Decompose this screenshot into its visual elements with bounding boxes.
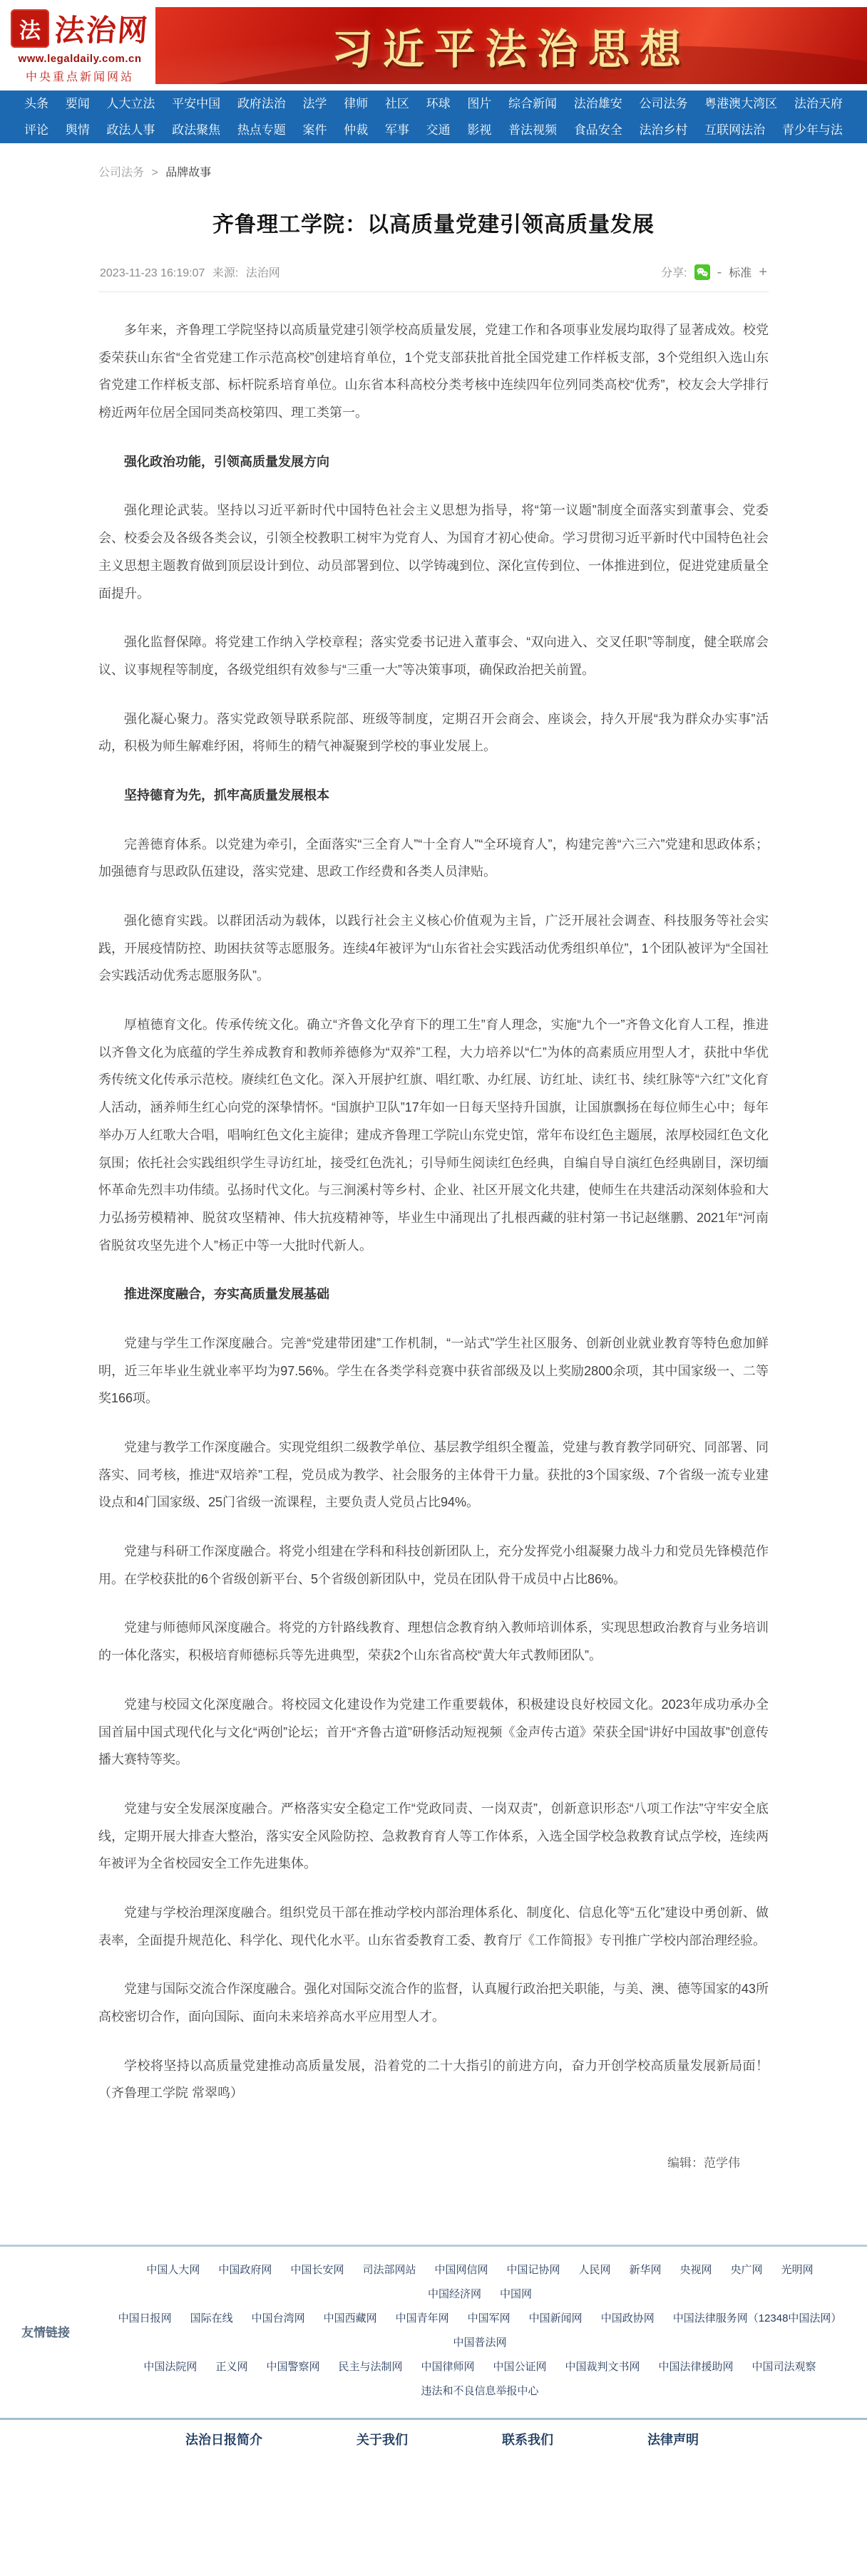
footer-bottom-link[interactable]: 法律声明 [647,2433,699,2448]
nav-item[interactable]: 仲裁 [344,123,369,137]
logo-seal-icon [11,9,49,48]
article-body [98,292,769,2107]
article-paragraph: 党建与科研工作深度融合。将党小组建在学科和科技创新团队上，充分发挥党小组凝聚力战斗力和党员先锋模范作用。在学校获批的6个省级创新平台、5个省级创新团队中，党员在团队骨干成员中占比86%。 [98,1544,769,1586]
footer-bottom-link[interactable]: 法治日报简介 [185,2433,262,2448]
nav-item[interactable]: 青少年与法 [781,123,843,137]
footer-link[interactable]: 人民网 [578,2264,611,2277]
nav-item[interactable]: 舆情 [65,123,90,137]
font-size-standard-label: 标准 [729,267,752,279]
footer-link[interactable]: 中国法律服务网（12348中国法网） [672,2312,842,2325]
article-paragraph: 党建与安全发展深度融合。严格落实安全稳定工作“党政同责、一岗双责”，创新意识形态“八项工作法”守牢安全底线，定期开展大排查大整治，落实安全风险防控、急救教育育人等工作体系，入选全国学校急救教育试点学校，连续两年被评为全省校园安全工作先进集体。 [98,1801,769,1871]
banner-text: 习近平法治思想 [331,24,691,73]
nav-item[interactable]: 粤港澳大湾区 [704,97,778,110]
footer-link[interactable]: 新华网 [629,2264,662,2277]
breadcrumb [98,163,769,180]
footer-link[interactable]: 中国长安网 [290,2264,344,2277]
nav-item[interactable]: 交通 [426,123,451,137]
article-date: 2023-11-23 16:19:07 [100,267,205,279]
editor-credit: 编辑：范学伟 [667,2156,740,2171]
article-paragraph: 厚植德育文化。传承传统文化。确立“齐鲁文化孕育下的理工生”育人理念，实施“九个一”齐鲁文化育人工程，推进以齐鲁文化为底蕴的学生养成教育和教师养德修为“双养”工程，大力培养以“仁”为体的高素质应用型人才，获批中华优秀传统文化传承示范校。赓续红色文化。深入开展护红旗、唱红歌、办红展、访红址、读红书、续红脉等“六红”文化育人活动，涵养师生红心向党的深挚情怀。“国旗护卫队”17年如一日每天坚持升国旗，让国旗飘扬在每位师生心中；每年举办万人红歌大合唱，唱响红色文化主旋律；建成齐鲁理工学院山东党史馆，常年布设红色主题展，浓厚校园红色文化氛围；依托社会实践组织学生寻访红址，接受红色洗礼；引导师生阅读红色经典，自编自导自演红色经典剧目，深切缅怀革命先烈丰功伟绩。弘扬时代文化。与三涧溪村等乡村、企业、社区开展文化共建，使师生在共建活动深刻体验和大力弘扬劳模精神、脱贫攻坚精神、伟大抗疫精神等，毕业生中涌现出了扎根西藏的驻村第一书记赵继鹏、2021年“河南省脱贫攻坚先进个人”杨正中等一大批时代新人。 [98,1018,769,1253]
footer-link[interactable]: 中国政府网 [218,2264,272,2277]
footer-link[interactable]: 中国经济网 [427,2288,481,2301]
nav-item[interactable]: 律师 [344,97,369,110]
footer-bottom-link[interactable]: 关于我们 [356,2433,408,2448]
article-paragraph: 强化凝心聚力。落实党政领导联系院部、班级等制度，定期召开会商会、座谈会，持久开展“我为群众办实事”活动，积极为师生解难纾困，将师生的精气神凝聚到学校的事业发展上。 [98,711,769,754]
font-size-increase-button[interactable]: + [759,264,767,280]
nav-item[interactable]: 社区 [384,97,409,110]
article-paragraph: 党建与学生工作深度融合。完善“党建带团建”工作机制，“一站式”学生社区服务、创新创业就业教育等特色愈加鲜明，近三年毕业生就业率平均为97.56%。学生在各类学科竞赛中获省部级及以上奖励2800余项，其中国家级一、二等奖166项。 [98,1335,769,1406]
footer-link[interactable]: 中国记协网 [506,2264,560,2277]
nav-item[interactable]: 评论 [24,123,48,137]
nav-item[interactable]: 热点专题 [237,123,286,137]
footer-bottom-link[interactable]: 联系我们 [502,2433,553,2448]
main-nav [0,90,867,143]
article-paragraph: 党建与师德师风深度融合。将党的方针路线教育、理想信念教育纳入教师培训体系，实现思想政治教育与业务培训的一体化落实，积极培育师德标兵等先进典型，荣获2个山东省高校“黄大年式教师团队”。 [98,1620,769,1663]
site-logo[interactable] [10,7,150,84]
footer-link[interactable]: 中国台湾网 [251,2312,305,2325]
article-paragraph: 推进深度融合，夯实高质量发展基础 [124,1287,329,1302]
nav-item[interactable]: 普法视频 [508,123,558,137]
footer-link[interactable]: 民主与法制网 [338,2361,403,2374]
footer-link[interactable]: 央广网 [730,2264,763,2277]
footer-link[interactable]: 中国军网 [467,2312,511,2325]
article-paragraph: 党建与学校治理深度融合。组织党员干部在推动学校内部治理体系化、制度化、信息化等“五化”建设中勇创新、做表率，全面提升规范化、科学化、现代化水平。山东省委教育工委、教育厅《工作简报》专刊推广学校内部治理经验。 [98,1905,769,1947]
footer-link[interactable]: 中国裁判文书网 [565,2361,640,2374]
nav-item[interactable]: 图片 [467,97,492,110]
nav-item[interactable]: 法治雄安 [573,97,622,110]
footer-link[interactable]: 中国青年网 [395,2312,449,2325]
footer-link[interactable]: 中国法院网 [143,2361,197,2374]
nav-item[interactable]: 平安中国 [172,97,221,110]
xi-jinping-rule-of-law-banner[interactable] [155,7,867,84]
article-paragraph: 坚持德育为先，抓牢高质量发展根本 [124,787,329,802]
article-paragraph: 党建与教学工作深度融合。实现党组织二级教学单位、基层教学组织全覆盖，党建与教育教学同研究、同部署、同落实、同考核，推进“双培养”工程，党员成为教学、社会服务的主体骨干力量。获批的3个国家级、7个省级一流专业建设点和4门国家级、25门省级一流课程，主要负责人党员占比94%。 [98,1440,769,1510]
friend-links-row-1 [107,2258,853,2307]
article-source: 法治网 [245,267,280,279]
friend-links-row-2 [107,2307,853,2355]
nav-row-1 [0,90,867,117]
font-size-decrease-button[interactable]: - [717,264,722,280]
footer-link[interactable]: 中国政协网 [600,2312,655,2325]
nav-item[interactable]: 法治天府 [794,97,843,110]
article-paragraph: 党建与校园文化深度融合。将校园文化建设作为党建工作重要载体，积极建设良好校园文化。2023年成功承办全国首届中国式现代化与文化“两创”论坛；首开“齐鲁古道”研修活动短视频《金声传古道》荣获全国“讲好中国故事”创意传播大赛特等奖。 [98,1697,769,1767]
footer-link[interactable]: 中国法律援助网 [658,2361,734,2374]
site-header [0,0,867,90]
article-paragraph: 强化监督保障。将党建工作纳入学校章程；落实党委书记进入董事会、“双向进入、交叉任职”等制度，健全联席会议、议事规程等制度，各级党组织有效参与“三重一大”等决策事项，确保政治把关前置。 [98,635,769,677]
article-paragraph: 党建与国际交流合作深度融合。强化对国际交流合作的监督，认真履行政治把关职能，与美、澳、德等国家的43所高校密切合作，面向国际、面向未来培养高水平应用型人才。 [98,1982,769,2024]
footer-link[interactable]: 中国网 [500,2288,533,2301]
wechat-share-icon[interactable] [694,264,710,280]
footer-link[interactable]: 中国西藏网 [323,2312,377,2325]
article-paragraph: 多年来，齐鲁理工学院坚持以高质量党建引领学校高质量发展，党建工作和各项事业发展均取得了显著成效。校党委荣获山东省“全省党建工作示范高校”创建培育单位，1个党支部获批首批全国党建工作样板支部，3个党组织入选山东省党建工作样板支部、标杆院系培育单位。山东省本科高校分类考核中连续四年位列同类高校“优秀”，校友会大学排行榜近两年位居全国同类高校第四、理工类第一。 [98,323,769,420]
article-paragraph: 完善德育体系。以党建为牵引，全面落实“三全育人”“十全育人”“全环境育人”，构建完善“六三六”党建和思政体系；加强德育与思政队伍建设，落实党建、思政工作经费和各类人员津贴。 [98,837,769,879]
footer-link[interactable]: 国际在线 [190,2312,233,2325]
footer-link[interactable]: 中国日报网 [118,2312,172,2325]
article-paragraph: 强化德育实践。以群团活动为载体，以践行社会主义核心价值观为主旨，广泛开展社会调查、科技服务等社会实践，开展疫情防控、助困扶贫等志愿服务。连续4年被评为“山东省社会实践活动优秀组织单位”，1个团队被评为“全国社会实践活动优秀志愿服务队”。 [98,914,769,983]
logo-seal-char: 法 [19,18,41,43]
article-title: 齐鲁理工学院：以高质量党建引领高质量发展 [212,213,655,237]
breadcrumb-parent[interactable]: 公司法务 [98,167,145,179]
logo-url: www.legaldaily.com.cn [18,52,142,65]
nav-item[interactable]: 综合新闻 [508,97,558,110]
article-meta-left [100,264,284,280]
article-paragraph: 强化理论武装。坚持以习近平新时代中国特色社会主义思想为指导，将“第一议题”制度全面落实到董事会、党委会、校委会及各级各类会议，引领全校教职工树牢为党育人、为国育才初心使命。学习贯彻习近平新时代中国特色社会主义思想主题教育做到顶层设计到位、动员部署到位、以学铸魂到位、深化宣传到位、一体推进到位，促进党建质量全面提升。 [98,503,769,601]
footer-link[interactable]: 中国律师网 [421,2361,475,2374]
footer-link[interactable]: 央视网 [679,2264,712,2277]
breadcrumb-separator-icon: > [151,167,158,179]
nav-item[interactable]: 法学 [302,97,327,110]
nav-item[interactable]: 头条 [24,97,48,110]
logo-sitename: 法治网 [53,12,150,48]
nav-item[interactable]: 政法人事 [106,123,155,137]
article-paragraph: 强化政治功能，引领高质量发展方向 [124,454,329,469]
article-meta-right [661,264,767,280]
source-label: 来源: [212,267,239,279]
share-label: 分享: [661,267,687,279]
footer-link[interactable]: 中国新闻网 [528,2312,583,2325]
nav-item[interactable]: 食品安全 [573,123,622,137]
nav-item[interactable]: 要闻 [65,97,90,110]
page-footer [0,2245,867,2470]
nav-item[interactable]: 军事 [384,123,409,137]
nav-item[interactable]: 影视 [467,123,492,137]
footer-link[interactable]: 光明网 [781,2264,814,2277]
friend-links-section [0,2247,867,2411]
footer-link[interactable]: 中国公证网 [493,2361,547,2374]
nav-item[interactable]: 案件 [302,123,327,137]
nav-item[interactable]: 互联网法治 [704,123,766,137]
logo-tagline: 中央重点新闻网站 [25,69,134,83]
article-meta [98,259,769,292]
breadcrumb-current: 品牌故事 [165,167,212,179]
footer-link[interactable]: 中国司法观察 [751,2361,816,2374]
footer-link[interactable]: 中国网信网 [434,2264,488,2277]
nav-item[interactable]: 人大立法 [106,97,155,110]
footer-link[interactable]: 中国普法网 [453,2337,507,2349]
footer-link[interactable]: 司法部网站 [362,2264,416,2277]
nav-item[interactable]: 环球 [426,97,451,110]
article-paragraph: 学校将坚持以高质量党建推动高质量发展，沿着党的二十大指引的前进方向，奋力开创学校高质量发展新局面！（齐鲁理工学院 常翠鸣） [98,2058,769,2101]
friend-links-rows [107,2258,853,2404]
nav-item[interactable]: 公司法务 [639,97,688,110]
footer-link[interactable]: 中国警察网 [266,2361,320,2374]
footer-link[interactable]: 违法和不良信息举报中心 [421,2385,539,2398]
nav-item[interactable]: 法治乡村 [639,123,688,137]
nav-item[interactable]: 政法聚焦 [172,123,221,137]
friend-links-row-3 [107,2355,853,2404]
nav-row-2 [0,117,867,143]
footer-bottom-bar [185,2430,699,2470]
nav-item[interactable]: 政府法治 [237,97,286,110]
friend-links-label: 友情链接 [21,2325,70,2339]
footer-bottom-divider [0,2418,867,2420]
footer-link[interactable]: 正义网 [215,2361,248,2374]
footer-link[interactable]: 中国人大网 [146,2264,200,2277]
